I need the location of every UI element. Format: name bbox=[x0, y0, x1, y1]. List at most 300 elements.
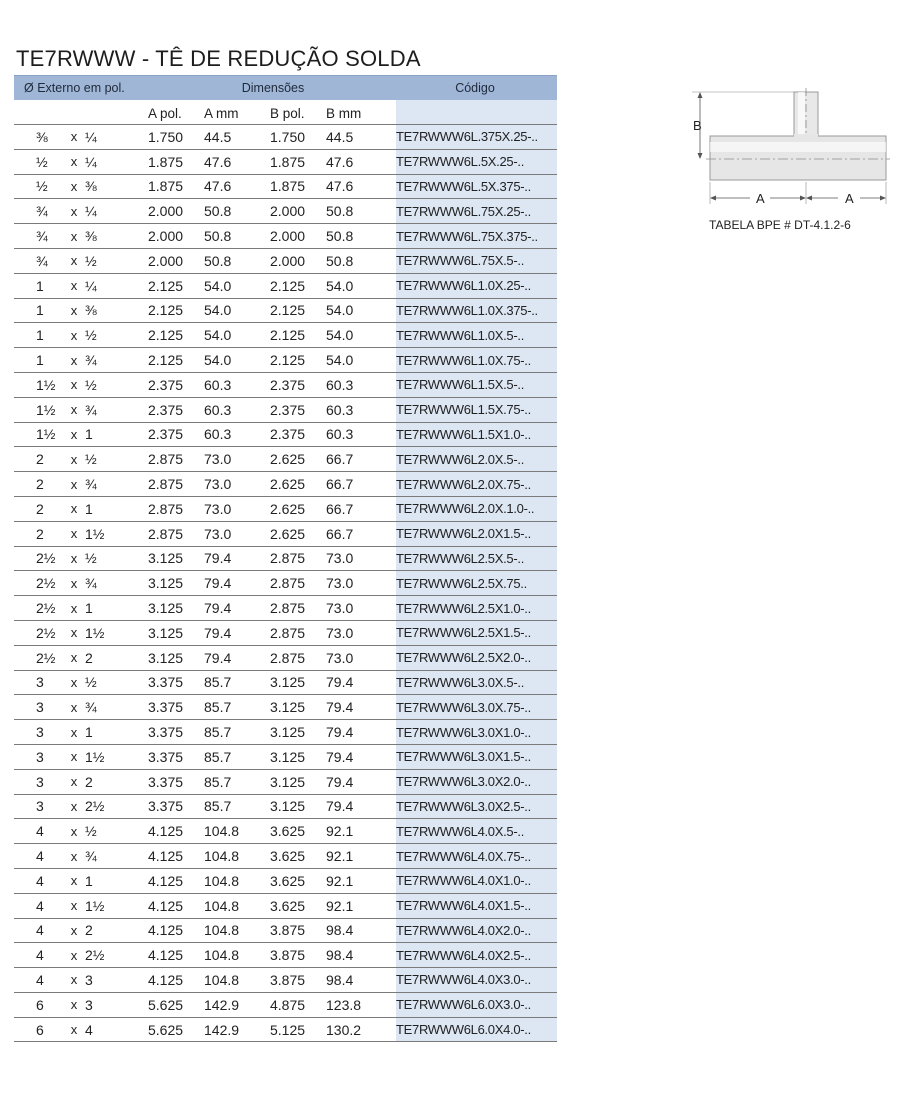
code-text: TE7RWWW6L1.0X.375-.. bbox=[396, 302, 538, 318]
size-main: 2½ bbox=[36, 575, 56, 592]
size-cell bbox=[14, 451, 148, 467]
a-pol-cell: 2.125 bbox=[148, 277, 184, 294]
table-row bbox=[14, 150, 557, 175]
page-title: TE7RWWW - TÊ DE REDUÇÃO SOLDA bbox=[16, 46, 421, 71]
size-branch: 1 bbox=[85, 500, 93, 517]
b-mm-cell: 50.8 bbox=[326, 203, 354, 220]
code-text: TE7RWWW6L3.0X.75-.. bbox=[396, 699, 531, 715]
code-text: TE7RWWW6L2.5X.75.. bbox=[396, 575, 527, 591]
code-cell bbox=[396, 423, 557, 447]
code-text: TE7RWWW6L1.5X1.0-.. bbox=[396, 426, 531, 442]
b-pol-cell: 3.875 bbox=[270, 947, 306, 964]
size-cell bbox=[14, 1022, 148, 1038]
a-pol-cell: 2.875 bbox=[148, 500, 184, 517]
size-cell bbox=[14, 476, 148, 492]
size-separator: x bbox=[70, 823, 78, 839]
code-cell bbox=[396, 819, 557, 843]
a-pol-cell: 2.375 bbox=[148, 376, 184, 393]
size-main: 3 bbox=[36, 724, 44, 741]
code-text: TE7RWWW6L2.5X1.5-.. bbox=[396, 625, 531, 641]
code-text: TE7RWWW6L1.5X.5-.. bbox=[396, 377, 525, 393]
size-separator: x bbox=[70, 600, 78, 616]
a-mm-cell: 85.7 bbox=[204, 724, 232, 741]
a-mm-cell: 47.6 bbox=[204, 178, 232, 195]
code-text: TE7RWWW6L2.0X1.5-.. bbox=[396, 526, 531, 542]
size-branch: ½ bbox=[85, 376, 97, 393]
size-separator: x bbox=[70, 426, 78, 442]
table-row bbox=[14, 795, 557, 820]
table-row bbox=[14, 745, 557, 770]
size-cell bbox=[14, 377, 148, 393]
table-row bbox=[14, 373, 557, 398]
table-row bbox=[14, 869, 557, 894]
code-cell bbox=[396, 894, 557, 918]
subheader-a-mm: A mm bbox=[204, 106, 239, 121]
a-pol-cell: 3.375 bbox=[148, 724, 184, 741]
code-text: TE7RWWW6L2.5X1.0-.. bbox=[396, 600, 531, 616]
table-row bbox=[14, 522, 557, 547]
code-text: TE7RWWW6L4.0X1.0-.. bbox=[396, 873, 531, 889]
b-mm-cell: 123.8 bbox=[326, 996, 362, 1013]
size-main: 2½ bbox=[36, 600, 56, 617]
size-branch: 2 bbox=[85, 773, 93, 790]
b-pol-cell: 2.625 bbox=[270, 525, 306, 542]
table-row bbox=[14, 447, 557, 472]
code-cell bbox=[396, 745, 557, 769]
a-mm-cell: 142.9 bbox=[204, 996, 240, 1013]
code-text: TE7RWWW6L4.0X.75-.. bbox=[396, 848, 531, 864]
size-branch: ½ bbox=[85, 674, 97, 691]
size-separator: x bbox=[70, 228, 78, 244]
code-cell bbox=[396, 125, 557, 149]
a-pol-cell: 3.125 bbox=[148, 575, 184, 592]
b-mm-cell: 50.8 bbox=[326, 228, 354, 245]
a-pol-cell: 2.875 bbox=[148, 476, 184, 493]
a-mm-cell: 104.8 bbox=[204, 947, 240, 964]
table-row bbox=[14, 968, 557, 993]
code-text: TE7RWWW6L4.0X2.5-.. bbox=[396, 947, 531, 963]
b-pol-cell: 3.875 bbox=[270, 971, 306, 988]
size-cell bbox=[14, 526, 148, 542]
b-mm-cell: 66.7 bbox=[326, 476, 354, 493]
code-text: TE7RWWW6L.75X.375-.. bbox=[396, 228, 538, 244]
b-mm-cell: 98.4 bbox=[326, 922, 354, 939]
b-pol-cell: 3.125 bbox=[270, 748, 306, 765]
b-mm-cell: 92.1 bbox=[326, 848, 354, 864]
code-cell bbox=[396, 993, 557, 1017]
a-pol-cell: 4.125 bbox=[148, 872, 184, 889]
b-mm-cell: 79.4 bbox=[326, 748, 354, 765]
size-branch: ¼ bbox=[85, 203, 97, 220]
b-pol-cell: 2.000 bbox=[270, 228, 306, 245]
size-branch: ⅜ bbox=[85, 302, 97, 319]
size-separator: x bbox=[70, 972, 78, 988]
b-mm-cell: 73.0 bbox=[326, 649, 354, 666]
code-cell bbox=[396, 571, 557, 595]
size-branch: ¼ bbox=[85, 277, 97, 294]
table-row bbox=[14, 844, 557, 869]
size-branch: 2 bbox=[85, 922, 93, 939]
table-header-row bbox=[14, 75, 557, 100]
b-mm-cell: 50.8 bbox=[326, 252, 354, 269]
size-cell bbox=[14, 699, 148, 715]
code-cell bbox=[396, 844, 557, 868]
size-branch: ¾ bbox=[85, 575, 97, 592]
table-row bbox=[14, 472, 557, 497]
size-cell bbox=[14, 650, 148, 666]
table-row bbox=[14, 720, 557, 745]
size-main: ½ bbox=[36, 178, 48, 195]
code-text: TE7RWWW6L1.0X.75-.. bbox=[396, 352, 531, 368]
a-pol-cell: 3.375 bbox=[148, 748, 184, 765]
size-branch: ¾ bbox=[85, 476, 97, 493]
a-mm-cell: 79.4 bbox=[204, 575, 232, 592]
table-row bbox=[14, 274, 557, 299]
table-body bbox=[14, 125, 557, 1042]
size-separator: x bbox=[70, 575, 78, 591]
table-row bbox=[14, 348, 557, 373]
a-mm-cell: 79.4 bbox=[204, 550, 232, 567]
code-cell bbox=[396, 795, 557, 819]
size-cell bbox=[14, 749, 148, 765]
table-row bbox=[14, 571, 557, 596]
size-separator: x bbox=[70, 873, 78, 889]
code-cell bbox=[396, 348, 557, 372]
a-pol-cell: 2.125 bbox=[148, 352, 184, 369]
size-main: ⅜ bbox=[36, 128, 48, 145]
b-mm-cell: 66.7 bbox=[326, 525, 354, 542]
code-text: TE7RWWW6L1.0X.5-.. bbox=[396, 327, 525, 343]
subheader-b-pol: B pol. bbox=[270, 106, 305, 121]
size-separator: x bbox=[70, 402, 78, 418]
size-branch: ¼ bbox=[85, 153, 97, 170]
a-pol-cell: 2.375 bbox=[148, 401, 184, 418]
b-pol-cell: 1.750 bbox=[270, 128, 306, 145]
a-mm-cell: 73.0 bbox=[204, 451, 232, 468]
size-cell bbox=[14, 203, 148, 219]
a-mm-cell: 85.7 bbox=[204, 748, 232, 765]
size-cell bbox=[14, 898, 148, 914]
code-cell bbox=[396, 596, 557, 620]
size-separator: x bbox=[70, 451, 78, 467]
code-cell bbox=[396, 720, 557, 744]
b-pol-cell: 2.375 bbox=[270, 401, 306, 418]
b-mm-cell: 73.0 bbox=[326, 600, 354, 617]
size-main: 2 bbox=[36, 451, 44, 468]
size-cell bbox=[14, 402, 148, 418]
size-separator: x bbox=[70, 674, 78, 690]
b-mm-cell: 98.4 bbox=[326, 971, 354, 988]
code-cell bbox=[396, 249, 557, 273]
b-mm-cell: 73.0 bbox=[326, 575, 354, 592]
a-mm-cell: 60.3 bbox=[204, 376, 232, 393]
code-text: TE7RWWW6L.75X.5-.. bbox=[396, 253, 525, 269]
size-separator: x bbox=[70, 178, 78, 194]
header-size: Ø Externo em pol. bbox=[24, 81, 125, 95]
table-row bbox=[14, 671, 557, 696]
size-cell bbox=[14, 972, 148, 988]
table-row bbox=[14, 770, 557, 795]
size-branch: ½ bbox=[85, 451, 97, 468]
code-cell bbox=[396, 497, 557, 521]
a-mm-cell: 104.8 bbox=[204, 823, 240, 840]
a-mm-cell: 54.0 bbox=[204, 302, 232, 319]
size-main: 3 bbox=[36, 798, 44, 815]
b-pol-cell: 3.125 bbox=[270, 699, 306, 716]
table-row bbox=[14, 646, 557, 671]
size-separator: x bbox=[70, 997, 78, 1013]
code-cell bbox=[396, 323, 557, 347]
code-text: TE7RWWW6L1.0X.25-.. bbox=[396, 278, 531, 294]
size-main: 1½ bbox=[36, 376, 56, 393]
b-mm-cell: 92.1 bbox=[326, 823, 354, 840]
b-pol-cell: 2.375 bbox=[270, 376, 306, 393]
table-row bbox=[14, 894, 557, 919]
size-cell bbox=[14, 154, 148, 170]
code-cell bbox=[396, 199, 557, 223]
size-main: ½ bbox=[36, 153, 48, 170]
size-branch: 1 bbox=[85, 872, 93, 889]
size-main: 1 bbox=[36, 302, 44, 319]
table-row bbox=[14, 497, 557, 522]
size-branch: ¾ bbox=[85, 699, 97, 716]
size-cell bbox=[14, 302, 148, 318]
a-pol-cell: 3.125 bbox=[148, 649, 184, 666]
table-row bbox=[14, 547, 557, 572]
size-branch: 1½ bbox=[85, 897, 105, 914]
b-pol-cell: 1.875 bbox=[270, 153, 306, 170]
code-text: TE7RWWW6L.5X.25-.. bbox=[396, 154, 525, 170]
size-cell bbox=[14, 997, 148, 1013]
code-cell bbox=[396, 522, 557, 546]
size-branch: 1½ bbox=[85, 748, 105, 765]
b-pol-cell: 2.625 bbox=[270, 451, 306, 468]
b-pol-cell: 2.125 bbox=[270, 327, 306, 344]
b-mm-cell: 44.5 bbox=[326, 128, 354, 145]
code-text: TE7RWWW6L4.0X2.0-.. bbox=[396, 922, 531, 938]
b-pol-cell: 2.000 bbox=[270, 252, 306, 269]
b-mm-cell: 79.4 bbox=[326, 773, 354, 790]
b-pol-cell: 2.875 bbox=[270, 624, 306, 641]
size-separator: x bbox=[70, 278, 78, 294]
size-main: 4 bbox=[36, 848, 44, 864]
b-pol-cell: 1.875 bbox=[270, 178, 306, 195]
code-cell bbox=[396, 398, 557, 422]
code-text: TE7RWWW6L2.0X.5-.. bbox=[396, 451, 525, 467]
b-pol-cell: 3.625 bbox=[270, 872, 306, 889]
size-cell bbox=[14, 278, 148, 294]
a-mm-cell: 60.3 bbox=[204, 401, 232, 418]
size-main: 2 bbox=[36, 476, 44, 493]
size-separator: x bbox=[70, 302, 78, 318]
size-cell bbox=[14, 228, 148, 244]
a-pol-cell: 2.875 bbox=[148, 451, 184, 468]
a-mm-cell: 104.8 bbox=[204, 897, 240, 914]
b-pol-cell: 2.125 bbox=[270, 352, 306, 369]
size-branch: ¾ bbox=[85, 848, 97, 864]
subheader-a-pol: A pol. bbox=[148, 106, 182, 121]
size-separator: x bbox=[70, 749, 78, 765]
size-branch: 1½ bbox=[85, 525, 105, 542]
b-mm-cell: 92.1 bbox=[326, 897, 354, 914]
code-cell bbox=[396, 472, 557, 496]
size-main: 3 bbox=[36, 773, 44, 790]
a-mm-cell: 54.0 bbox=[204, 327, 232, 344]
code-cell bbox=[396, 373, 557, 397]
size-main: 3 bbox=[36, 748, 44, 765]
b-mm-cell: 130.2 bbox=[326, 1021, 362, 1038]
a-pol-cell: 5.625 bbox=[148, 996, 184, 1013]
b-mm-cell: 60.3 bbox=[326, 376, 354, 393]
code-text: TE7RWWW6L3.0X1.0-.. bbox=[396, 724, 531, 740]
size-separator: x bbox=[70, 501, 78, 517]
size-separator: x bbox=[70, 625, 78, 641]
size-separator: x bbox=[70, 922, 78, 938]
size-cell bbox=[14, 600, 148, 616]
a-mm-cell: 47.6 bbox=[204, 153, 232, 170]
b-pol-cell: 2.875 bbox=[270, 600, 306, 617]
code-cell bbox=[396, 770, 557, 794]
size-main: 2½ bbox=[36, 649, 56, 666]
code-cell bbox=[396, 646, 557, 670]
code-text: TE7RWWW6L.75X.25-.. bbox=[396, 203, 531, 219]
table-row bbox=[14, 423, 557, 448]
a-mm-cell: 79.4 bbox=[204, 624, 232, 641]
a-mm-cell: 104.8 bbox=[204, 922, 240, 939]
b-mm-cell: 66.7 bbox=[326, 451, 354, 468]
size-main: 1½ bbox=[36, 401, 56, 418]
size-main: 1½ bbox=[36, 426, 56, 443]
b-pol-cell: 3.625 bbox=[270, 823, 306, 840]
size-main: 1 bbox=[36, 327, 44, 344]
b-mm-cell: 98.4 bbox=[326, 947, 354, 964]
a-mm-cell: 50.8 bbox=[204, 252, 232, 269]
table-row bbox=[14, 249, 557, 274]
code-text: TE7RWWW6L2.5X.5-.. bbox=[396, 550, 525, 566]
size-main: 4 bbox=[36, 872, 44, 889]
size-separator: x bbox=[70, 650, 78, 666]
b-pol-cell: 3.125 bbox=[270, 674, 306, 691]
a-mm-cell: 79.4 bbox=[204, 600, 232, 617]
header-dimensions: Dimensões bbox=[241, 81, 305, 95]
size-separator: x bbox=[70, 476, 78, 492]
reducing-tee-diagram bbox=[690, 88, 890, 238]
b-mm-cell: 54.0 bbox=[326, 302, 354, 319]
a-pol-cell: 5.625 bbox=[148, 1021, 184, 1038]
size-main: 2½ bbox=[36, 624, 56, 641]
a-pol-cell: 3.375 bbox=[148, 773, 184, 790]
code-text: TE7RWWW6L2.0X.75-.. bbox=[396, 476, 531, 492]
size-cell bbox=[14, 327, 148, 343]
a-pol-cell: 4.125 bbox=[148, 897, 184, 914]
code-cell bbox=[396, 621, 557, 645]
size-cell bbox=[14, 798, 148, 814]
a-mm-cell: 85.7 bbox=[204, 699, 232, 716]
a-mm-cell: 60.3 bbox=[204, 426, 232, 443]
size-separator: x bbox=[70, 724, 78, 740]
table-row bbox=[14, 819, 557, 844]
code-text: TE7RWWW6L2.5X2.0-.. bbox=[396, 650, 531, 666]
b-mm-cell: 60.3 bbox=[326, 426, 354, 443]
size-branch: 3 bbox=[85, 971, 93, 988]
table-row bbox=[14, 621, 557, 646]
size-branch: ½ bbox=[85, 327, 97, 344]
b-mm-cell: 54.0 bbox=[326, 277, 354, 294]
size-cell bbox=[14, 674, 148, 690]
a-pol-cell: 2.000 bbox=[148, 203, 184, 220]
size-cell bbox=[14, 774, 148, 790]
b-pol-cell: 2.625 bbox=[270, 476, 306, 493]
size-main: 6 bbox=[36, 1021, 44, 1038]
code-text: TE7RWWW6L6.0X3.0-.. bbox=[396, 997, 531, 1013]
size-separator: x bbox=[70, 129, 78, 145]
b-mm-cell: 47.6 bbox=[326, 178, 354, 195]
size-cell bbox=[14, 178, 148, 194]
size-cell bbox=[14, 848, 148, 864]
size-cell bbox=[14, 575, 148, 591]
a-pol-cell: 3.375 bbox=[148, 798, 184, 815]
size-cell bbox=[14, 129, 148, 145]
size-cell bbox=[14, 625, 148, 641]
size-separator: x bbox=[70, 327, 78, 343]
size-cell bbox=[14, 873, 148, 889]
size-cell bbox=[14, 550, 148, 566]
size-main: 4 bbox=[36, 971, 44, 988]
table-row bbox=[14, 993, 557, 1018]
b-mm-cell: 66.7 bbox=[326, 500, 354, 517]
code-text: TE7RWWW6L3.0X.5-.. bbox=[396, 674, 525, 690]
a-pol-cell: 4.125 bbox=[148, 971, 184, 988]
a-pol-cell: 2.125 bbox=[148, 327, 184, 344]
code-cell bbox=[396, 447, 557, 471]
size-branch: 2½ bbox=[85, 947, 105, 964]
size-separator: x bbox=[70, 154, 78, 170]
code-cell bbox=[396, 547, 557, 571]
b-pol-cell: 2.125 bbox=[270, 302, 306, 319]
label-b: B bbox=[693, 118, 702, 133]
b-pol-cell: 2.625 bbox=[270, 500, 306, 517]
size-separator: x bbox=[70, 526, 78, 542]
b-pol-cell: 2.375 bbox=[270, 426, 306, 443]
b-mm-cell: 79.4 bbox=[326, 699, 354, 716]
code-cell bbox=[396, 175, 557, 199]
a-pol-cell: 3.375 bbox=[148, 674, 184, 691]
size-cell bbox=[14, 823, 148, 839]
a-pol-cell: 3.375 bbox=[148, 699, 184, 716]
table-row bbox=[14, 299, 557, 324]
table-row bbox=[14, 1018, 557, 1043]
size-cell bbox=[14, 501, 148, 517]
header-code: Código bbox=[455, 81, 495, 95]
size-main: ¾ bbox=[36, 252, 48, 269]
code-text: TE7RWWW6L1.5X.75-.. bbox=[396, 402, 531, 418]
code-text: TE7RWWW6L.5X.375-.. bbox=[396, 178, 531, 194]
code-cell bbox=[396, 299, 557, 323]
b-pol-cell: 2.875 bbox=[270, 575, 306, 592]
a-pol-cell: 1.750 bbox=[148, 128, 184, 145]
b-pol-cell: 3.875 bbox=[270, 922, 306, 939]
size-main: 2 bbox=[36, 525, 44, 542]
table-row bbox=[14, 919, 557, 944]
size-branch: 3 bbox=[85, 996, 93, 1013]
size-branch: 1 bbox=[85, 724, 93, 741]
code-cell bbox=[396, 274, 557, 298]
a-mm-cell: 104.8 bbox=[204, 848, 240, 864]
code-cell bbox=[396, 671, 557, 695]
size-separator: x bbox=[70, 947, 78, 963]
b-pol-cell: 2.000 bbox=[270, 203, 306, 220]
size-separator: x bbox=[70, 550, 78, 566]
